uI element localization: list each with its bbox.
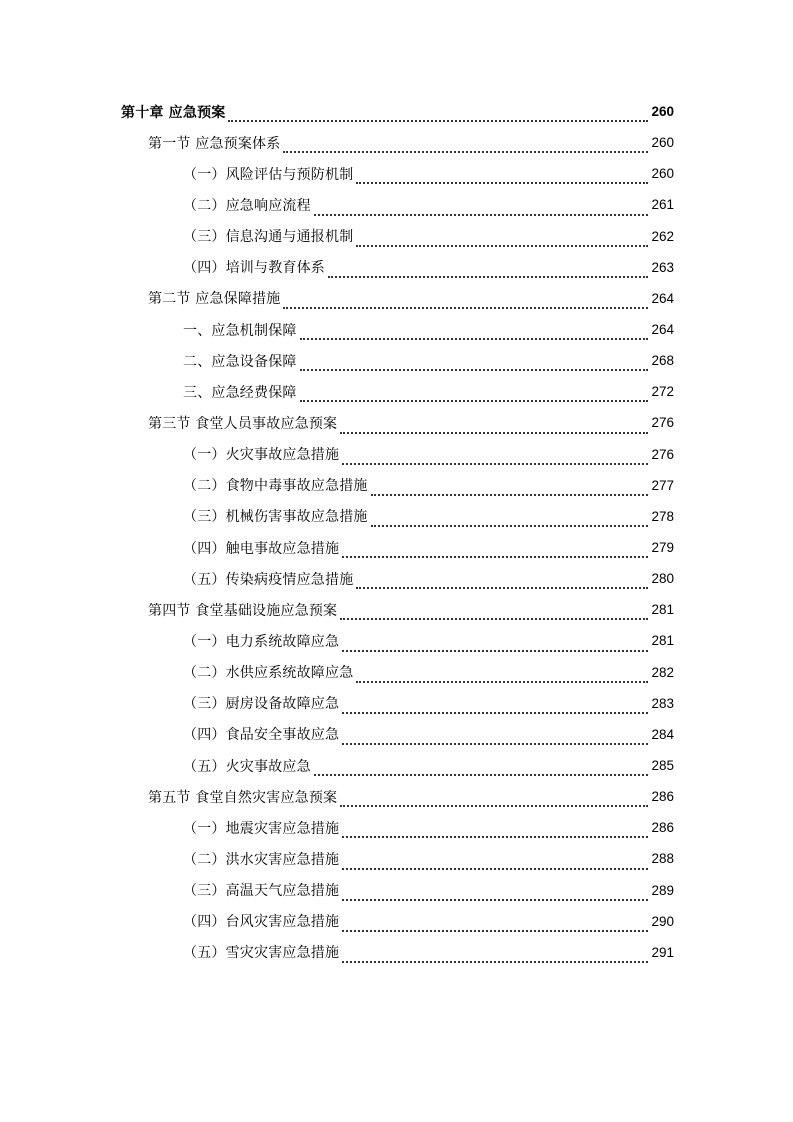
toc-entry-title: （一）电力系统故障应急 [183,633,340,650]
toc-entry-page: 272 [651,384,674,400]
toc-entry-title: 第二节 应急保障措施 [148,291,281,308]
toc-entry-title: 第四节 食堂基础设施应急预案 [148,602,338,619]
toc-subsection-entry[interactable] [0,625,793,656]
toc-entry-title: （一）火灾事故应急措施 [183,447,340,464]
toc-entry-page: 281 [651,602,674,618]
toc-entry-title: （三）机械伤害事故应急措施 [183,509,368,526]
toc-entry-page: 276 [651,446,674,462]
toc-entry-title: （四）台风灾害应急措施 [183,914,340,931]
toc-entry-page: 289 [651,882,674,898]
dot-leader [342,542,648,563]
toc-entry-title: 第一节 应急预案体系 [148,135,281,152]
dot-leader [342,854,648,875]
dot-leader [342,729,648,750]
dot-leader [342,822,648,843]
dot-leader [300,324,648,345]
toc-entry-title: 二、应急设备保障 [183,353,297,370]
dot-leader [300,386,648,407]
dot-leader [342,916,648,937]
toc-subsection-entry[interactable] [0,158,793,189]
toc-entry-title: （一）风险评估与预防机制 [183,166,354,183]
dot-leader [342,449,648,470]
table-of-contents [0,96,793,968]
toc-entry-page: 284 [651,726,674,742]
toc-entry-page: 282 [651,664,674,680]
toc-entry-page: 264 [651,322,674,338]
toc-entry-page: 268 [651,353,674,369]
toc-section-entry[interactable] [0,283,793,314]
toc-entry-title: （五）雪灾灾害应急措施 [183,945,340,962]
toc-subsection-entry[interactable] [0,937,793,968]
toc-entry-page: 260 [651,166,674,182]
toc-section-entry[interactable] [0,781,793,812]
dot-leader [371,480,648,501]
dot-leader [314,760,648,781]
toc-entry-title: （三）厨房设备故障应急 [183,696,340,713]
toc-entry-title: （五）火灾事故应急 [183,758,311,775]
toc-entry-title: 第五节 食堂自然灾害应急预案 [148,789,338,806]
dot-leader [283,293,648,314]
toc-subsection-entry[interactable] [0,345,793,376]
toc-subsection-entry[interactable] [0,532,793,563]
dot-leader [314,200,648,221]
dot-leader [342,947,648,968]
toc-subsection-entry[interactable] [0,563,793,594]
toc-entry-title: （二）应急响应流程 [183,197,311,214]
toc-entry-page: 290 [651,913,674,929]
toc-entry-page: 260 [651,135,674,151]
toc-subsection-entry[interactable] [0,812,793,843]
toc-subsection-entry[interactable] [0,470,793,501]
toc-subsection-entry[interactable] [0,501,793,532]
toc-entry-title: （四）食品安全事故应急 [183,727,340,744]
toc-entry-page: 279 [651,540,674,556]
toc-chapter-entry[interactable] [0,96,793,127]
toc-entry-title: 第十章 应急预案 [121,104,226,121]
dot-leader [342,636,648,657]
dot-leader [228,106,648,127]
toc-entry-page: 283 [651,695,674,711]
toc-entry-page: 276 [651,415,674,431]
dot-leader [371,511,648,532]
toc-entry-title: 三、应急经费保障 [183,384,297,401]
toc-entry-title: （四）培训与教育体系 [183,260,325,277]
toc-entry-page: 261 [651,197,674,213]
toc-subsection-entry[interactable] [0,719,793,750]
toc-entry-page: 288 [651,851,674,867]
dot-leader [340,604,648,625]
toc-entry-page: 264 [651,290,674,306]
toc-subsection-entry[interactable] [0,750,793,781]
dot-leader [328,262,648,283]
toc-entry-title: （三）信息沟通与通报机制 [183,229,354,246]
dot-leader [356,231,648,252]
toc-entry-title: （二）食物中毒事故应急措施 [183,478,368,495]
toc-entry-page: 277 [651,477,674,493]
toc-section-entry[interactable] [0,407,793,438]
toc-subsection-entry[interactable] [0,314,793,345]
toc-subsection-entry[interactable] [0,875,793,906]
toc-subsection-entry[interactable] [0,906,793,937]
toc-entry-page: 286 [651,820,674,836]
toc-entry-title: （三）高温天气应急措施 [183,883,340,900]
toc-entry-page: 291 [651,944,674,960]
toc-entry-page: 285 [651,758,674,774]
toc-subsection-entry[interactable] [0,657,793,688]
toc-entry-title: 一、应急机制保障 [183,322,297,339]
dot-leader [342,698,648,719]
toc-entry-page: 262 [651,228,674,244]
toc-entry-page: 280 [651,571,674,587]
toc-section-entry[interactable] [0,127,793,158]
dot-leader [300,355,648,376]
dot-leader [356,168,648,189]
toc-entry-page: 278 [651,508,674,524]
toc-section-entry[interactable] [0,594,793,625]
toc-entry-title: （二）洪水灾害应急措施 [183,851,340,868]
toc-subsection-entry[interactable] [0,376,793,407]
toc-entry-page: 281 [651,633,674,649]
toc-subsection-entry[interactable] [0,843,793,874]
dot-leader [342,885,648,906]
toc-subsection-entry[interactable] [0,189,793,220]
dot-leader [283,137,648,158]
toc-entry-title: （二）水供应系统故障应急 [183,665,354,682]
dot-leader [356,667,648,688]
toc-entry-page: 286 [651,789,674,805]
dot-leader [356,573,648,594]
toc-entry-title: （四）触电事故应急措施 [183,540,340,557]
toc-subsection-entry[interactable] [0,252,793,283]
toc-entry-title: （一）地震灾害应急措施 [183,820,340,837]
dot-leader [340,418,648,439]
toc-entry-title: 第三节 食堂人员事故应急预案 [148,415,338,432]
toc-subsection-entry[interactable] [0,439,793,470]
toc-subsection-entry[interactable] [0,688,793,719]
toc-entry-title: （五）传染病疫情应急措施 [183,571,354,588]
toc-subsection-entry[interactable] [0,221,793,252]
toc-entry-page: 260 [651,104,674,120]
toc-entry-page: 263 [651,259,674,275]
dot-leader [340,791,648,812]
